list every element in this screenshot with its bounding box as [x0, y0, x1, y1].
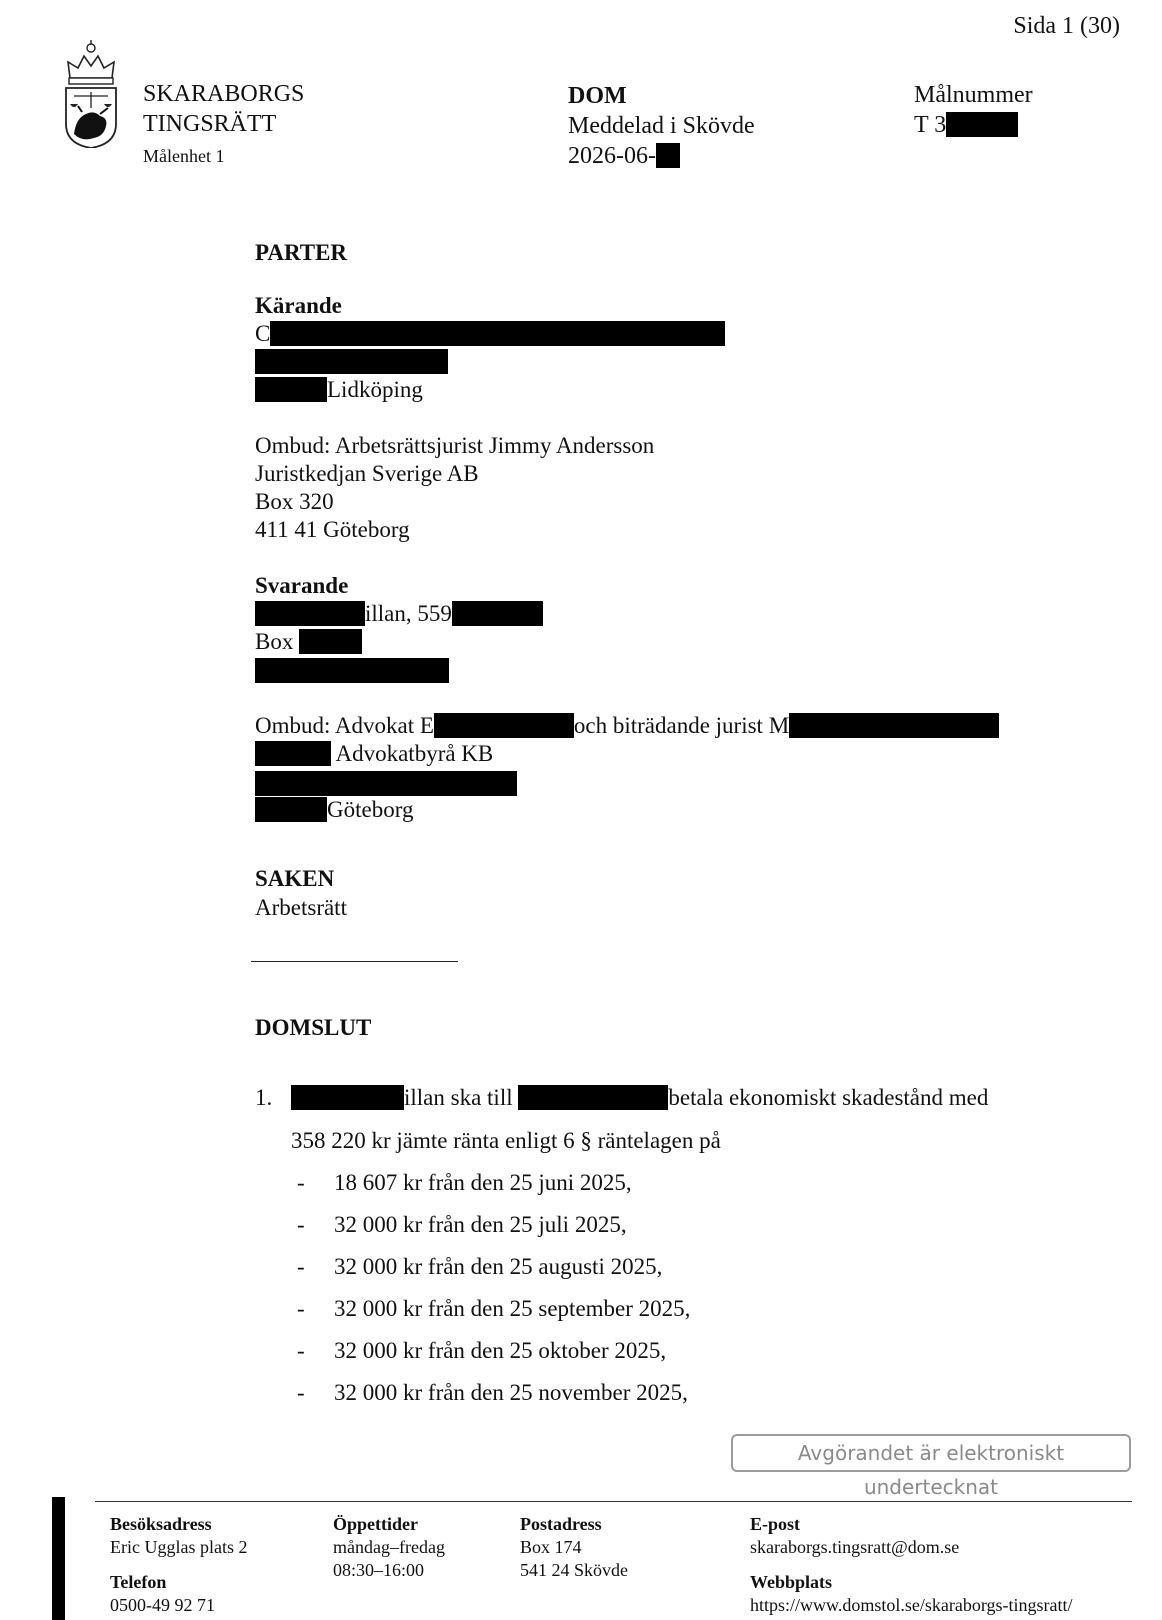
footer-post-box: Box 174: [520, 1537, 582, 1557]
footer-hours-days: måndag–fredag: [333, 1537, 445, 1557]
electronic-signature-stamp: Avgörandet är elektroniskt undertecknat: [731, 1434, 1131, 1472]
judgment-item-line2: 358 220 kr jämte ränta enligt 6 § räntelagen på: [291, 1128, 721, 1153]
separator-line: [251, 961, 458, 962]
judgment-item-number: 1.: [255, 1085, 273, 1110]
plaintiff-counsel-line: Ombud: Arbetsrättsjurist Jimmy Andersson: [255, 433, 655, 458]
bullet-marker: -: [297, 1212, 305, 1237]
defendant-firm: Advokatbyrå KB: [255, 740, 493, 768]
bullet-marker: -: [297, 1380, 305, 1405]
interest-item: 32 000 kr från den 25 september 2025,: [334, 1296, 691, 1321]
redaction-block: [518, 1085, 668, 1110]
interest-item: 32 000 kr från den 25 augusti 2025,: [334, 1254, 663, 1279]
judgment-heading: DOMSLUT: [255, 1015, 372, 1040]
bullet-marker: -: [297, 1254, 305, 1279]
redaction-block: [255, 658, 449, 683]
matter-value: Arbetsrätt: [255, 895, 347, 920]
plaintiff-counsel-line: Juristkedjan Sverige AB: [255, 461, 479, 486]
redaction-block: [270, 321, 725, 346]
footer-visit-label: Besöksadress: [110, 1514, 212, 1534]
court-coat-of-arms-icon: [60, 38, 122, 148]
interest-item: 32 000 kr från den 25 oktober 2025,: [334, 1338, 667, 1363]
judgment-item-line1: illan ska till betala ekonomiskt skadestånd med: [291, 1084, 988, 1112]
redaction-block: [255, 771, 517, 796]
issued-place: Meddelad i Skövde: [568, 113, 755, 139]
redaction-block: [255, 349, 448, 374]
interest-item: 32 000 kr från den 25 juli 2025,: [334, 1212, 627, 1237]
bullet-marker: -: [297, 1170, 305, 1195]
page-number: Sida 1 (30): [1013, 13, 1120, 39]
issued-date: 2026-06-: [568, 142, 680, 170]
redaction-block: [255, 741, 331, 766]
redaction-block: [946, 112, 1018, 137]
plaintiff-heading: Kärande: [255, 293, 342, 318]
document-type: DOM: [568, 83, 627, 109]
case-number: T 3: [914, 111, 1018, 139]
parties-heading: PARTER: [255, 240, 348, 265]
bullet-marker: -: [297, 1296, 305, 1321]
footer-visit-value: Eric Ugglas plats 2: [110, 1537, 248, 1557]
redaction-block: [255, 601, 365, 626]
footer-email-link[interactable]: skaraborgs.tingsratt@dom.se: [750, 1537, 960, 1557]
matter-heading: SAKEN: [255, 866, 335, 891]
court-name-line2: TINGSRÄTT: [143, 111, 277, 137]
defendant-heading: Svarande: [255, 573, 349, 598]
footer-post-city: 541 24 Skövde: [520, 1560, 628, 1580]
plaintiff-city: Lidköping: [255, 376, 423, 404]
court-unit: Målenhet 1: [143, 146, 225, 166]
footer-web-link[interactable]: https://www.domstol.se/skaraborgs-tingsratt/: [750, 1595, 1073, 1615]
footer-web-label: Webbplats: [750, 1572, 833, 1592]
interest-item: 32 000 kr från den 25 november 2025,: [334, 1380, 688, 1405]
footer-email-label: E-post: [750, 1514, 801, 1534]
footer-hours-time: 08:30–16:00: [333, 1560, 425, 1580]
redaction-block: [255, 377, 327, 402]
redaction-block: [255, 797, 327, 822]
defendant-counsel: Ombud: Advokat E och biträdande jurist M: [255, 712, 999, 740]
redaction-block: [434, 713, 574, 738]
case-number-label: Målnummer: [914, 82, 1033, 108]
redaction-block: [299, 629, 362, 654]
court-name-line1: SKARABORGS: [143, 81, 305, 107]
footer-bar: [52, 1497, 65, 1620]
redaction-block: [291, 1085, 404, 1110]
plaintiff-counsel-line: 411 41 Göteborg: [255, 517, 410, 542]
footer-phone-label: Telefon: [110, 1572, 167, 1592]
redaction-block: [789, 713, 999, 738]
redaction-block: [452, 601, 543, 626]
footer-hours-label: Öppettider: [333, 1514, 418, 1534]
footer-phone-value: 0500-49 92 71: [110, 1595, 215, 1615]
interest-item: 18 607 kr från den 25 juni 2025,: [334, 1170, 632, 1195]
defendant-city: Göteborg: [255, 796, 413, 824]
defendant-name: illan, 559: [255, 600, 543, 628]
bullet-marker: -: [297, 1338, 305, 1363]
redaction-block: [656, 143, 680, 168]
plaintiff-counsel-line: Box 320: [255, 489, 334, 514]
footer-post-label: Postadress: [520, 1514, 602, 1534]
plaintiff-name: C: [255, 320, 725, 348]
defendant-box: Box: [255, 628, 362, 656]
footer-rule: [95, 1501, 1132, 1502]
